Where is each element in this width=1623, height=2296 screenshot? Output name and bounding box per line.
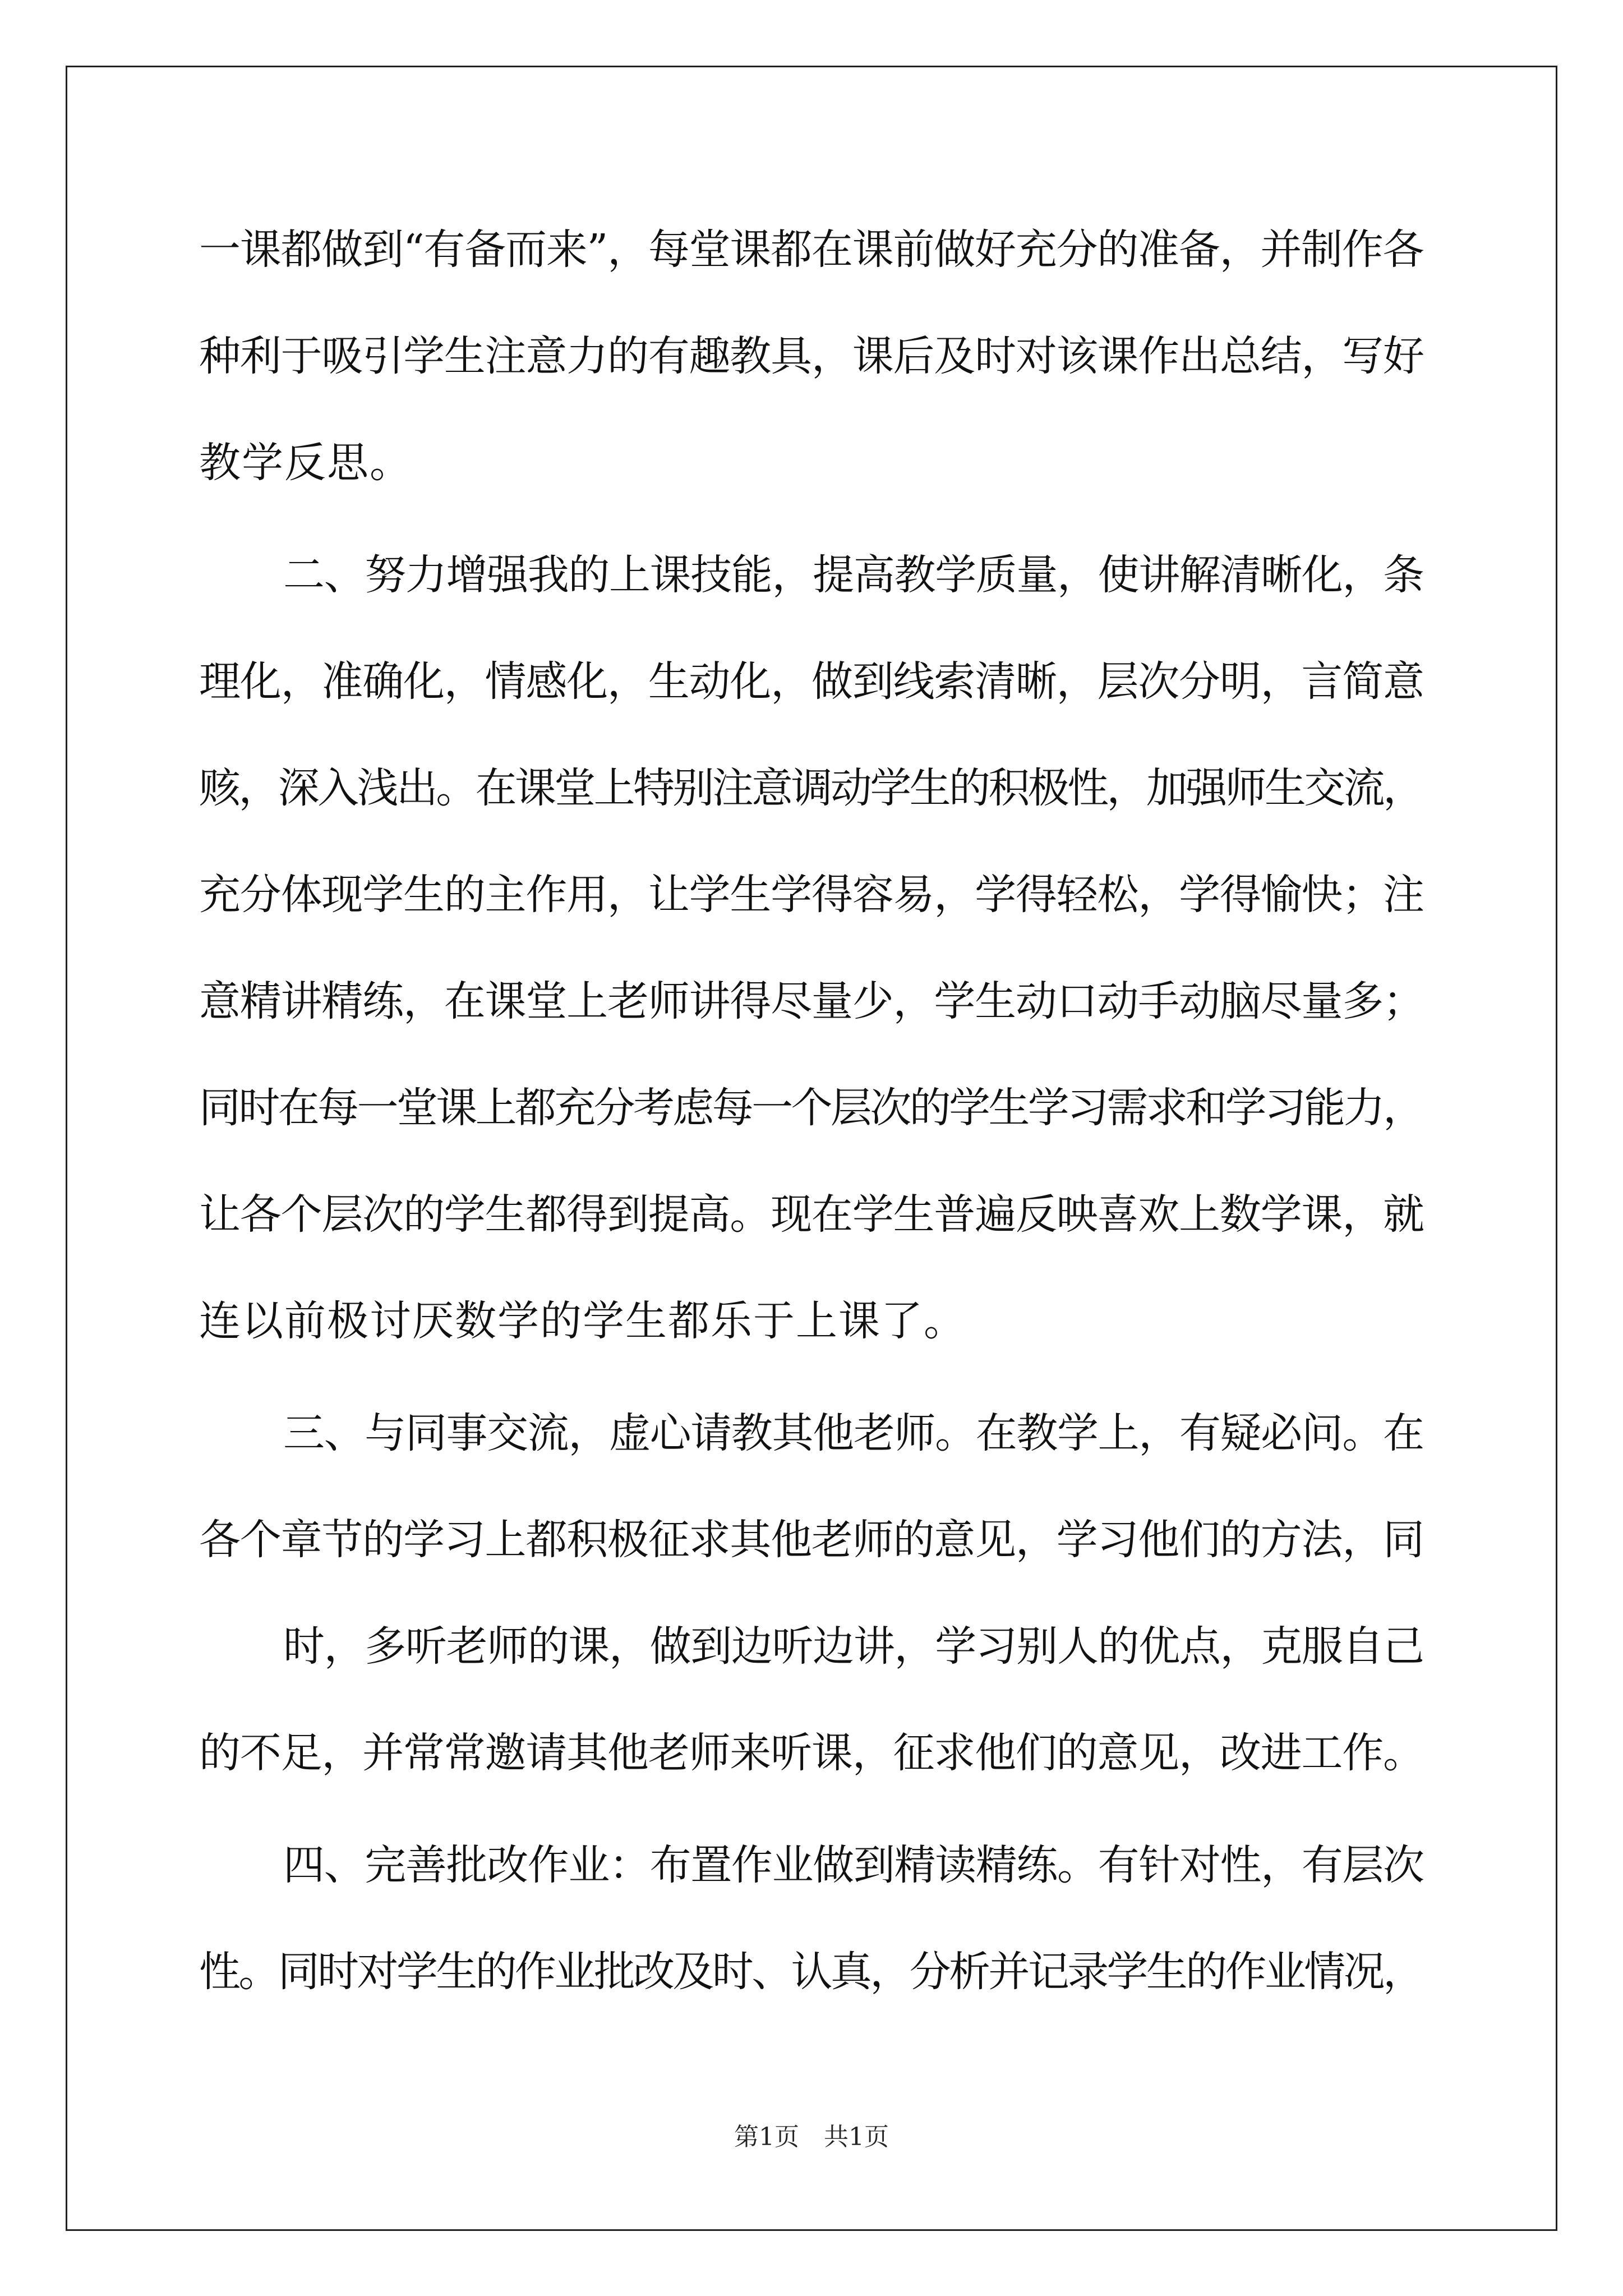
text-line: 连以前极讨厌数学的学生都乐于上课了。 — [199, 1297, 966, 1345]
text-line: 意精讲精练，在课堂上老师讲得尽量少，学生动口动手动脑尽量多； — [199, 977, 1424, 1025]
page-footer: 第1页 共1页 — [734, 2123, 889, 2151]
text-line: 时，多听老师的课，做到边听边讲，学习别人的优点，克服自己 — [283, 1622, 1424, 1671]
text-line: 性。同时对学生的作业批改及时、认真，分析并记录学生的作业情况， — [199, 1948, 1423, 1996]
text-line: 同时在每一堂课上都充分考虑每一个层次的学生学习需求和学习能力， — [199, 1084, 1423, 1132]
text-line: 教学反思。 — [199, 439, 412, 487]
text-line: 种利于吸引学生注意力的有趣教具，课后及时对该课作出总结，写好 — [199, 332, 1424, 380]
text-line: 理化，准确化，情感化，生动化，做到线索清晰，层次分明，言简意 — [199, 657, 1424, 706]
page-border — [66, 66, 1557, 2231]
text-line: 赅，深入浅出。在课堂上特别注意调动学生的积极性，加强师生交流， — [199, 764, 1423, 812]
text-line: 充分体现学生的主作用，让学生学得容易，学得轻松，学得愉快；注 — [199, 871, 1424, 919]
text-line: 一课都做到“有备而来”，每堂课都在课前做好充分的准备，并制作各 — [199, 226, 1424, 274]
text-line: 二、努力增强我的上课技能，提高教学质量，使讲解清晰化，条 — [283, 551, 1424, 599]
text-line: 让各个层次的学生都得到提高。现在学生普遍反映喜欢上数学课，就 — [199, 1190, 1424, 1239]
text-line: 四、完善批改作业：布置作业做到精读精练。有针对性，有层次 — [283, 1841, 1424, 1889]
text-line: 三、与同事交流，虚心请教其他老师。在教学上，有疑必问。在 — [283, 1409, 1424, 1457]
text-line: 的不足，并常常邀请其他老师来听课，征求他们的意见，改进工作。 — [199, 1729, 1424, 1777]
text-line: 各个章节的学习上都积极征求其他老师的意见，学习他们的方法，同 — [199, 1516, 1424, 1564]
